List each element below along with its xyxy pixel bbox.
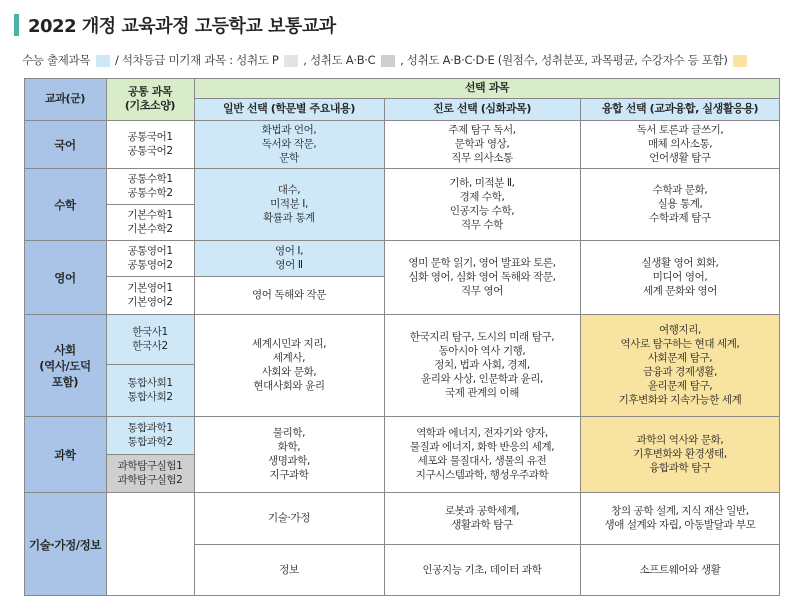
science-general: 물리학, 화학, 생명과학, 지구과학 — [194, 416, 384, 492]
grid-line — [24, 168, 780, 169]
grid-line — [106, 78, 107, 596]
subject-korean: 국어 — [24, 120, 106, 168]
tech-common-empty — [106, 492, 194, 596]
tech-career-1: 로봇과 공학세계, 생활과학 탐구 — [384, 492, 580, 544]
social-common-1: 한국사1 한국사2 — [106, 314, 194, 364]
header-subject-group: 교과(군) — [24, 78, 106, 120]
grid-line — [24, 595, 780, 596]
curriculum-table — [24, 78, 780, 596]
subject-tech-home-info: 기술·가정/정보 — [24, 492, 106, 596]
header-common-line1: 공통 과목 — [127, 85, 173, 98]
legend-suneung-swatch — [96, 55, 110, 67]
header-common-line2: (기초소양) — [124, 99, 176, 112]
page-title: 2022 개정 교육과정 고등학교 보통교과 — [28, 16, 336, 37]
english-general-1: 영어 Ⅰ, 영어 Ⅱ — [194, 240, 384, 276]
grid-line — [580, 98, 581, 596]
grid-line — [24, 492, 780, 493]
tech-general-1: 기술·가정 — [194, 492, 384, 544]
grid-line — [779, 78, 780, 596]
grid-line — [24, 78, 25, 596]
science-common-1: 통합과학1 통합과학2 — [106, 416, 194, 454]
header-general: 일반 선택 (학문별 주요내용) — [194, 98, 384, 120]
science-career: 역학과 에너지, 전자기와 양자, 물질과 에너지, 화학 반응의 세계, 세포와 물질대사, 생물의 유전 지구시스템과학, 행성우주과학 — [384, 416, 580, 492]
legend-abcde-swatch — [733, 55, 747, 67]
grid-line — [194, 78, 195, 596]
legend-p-swatch — [284, 55, 298, 67]
header-fusion: 융합 선택 (교과융합, 실생활응용) — [580, 98, 780, 120]
legend-abc-swatch — [381, 55, 395, 67]
subject-social: 사회 (역사/도덕 포함) — [24, 314, 106, 416]
grid-line — [106, 454, 194, 455]
math-general: 대수, 미적분 Ⅰ, 확률과 통계 — [194, 168, 384, 240]
english-common-2: 기본영어1 기본영어2 — [106, 276, 194, 314]
tech-career-2: 인공지능 기초, 데이터 과학 — [384, 544, 580, 596]
grid-line — [194, 544, 780, 545]
grid-line — [24, 314, 780, 315]
legend-abcde-label: , 성취도 A·B·C·D·E (원점수, 성취분포, 과목평균, 수강자수 등 포함) — [400, 53, 728, 67]
science-fusion: 과학의 역사와 문화, 기후변화와 환경생태, 융합과학 탐구 — [580, 416, 780, 492]
title-accent-bar — [14, 14, 19, 36]
tech-fusion-2: 소프트웨어와 생활 — [580, 544, 780, 596]
grid-line — [106, 276, 384, 277]
grid-line — [106, 204, 194, 205]
grid-line — [194, 98, 780, 99]
subject-english: 영어 — [24, 240, 106, 314]
math-career: 기하, 미적분 Ⅱ, 경제 수학, 인공지능 수학, 직무 수학 — [384, 168, 580, 240]
korean-fusion: 독서 토론과 글쓰기, 매체 의사소통, 언어생활 탐구 — [580, 120, 780, 168]
grid-line — [24, 78, 780, 79]
english-common-1: 공통영어1 공통영어2 — [106, 240, 194, 276]
legend — [22, 52, 749, 68]
grid-line — [384, 98, 385, 596]
korean-career: 주제 탐구 독서, 문학과 영상, 직무 의사소통 — [384, 120, 580, 168]
grid-line — [24, 416, 780, 417]
header-elective: 선택 과목 — [194, 78, 780, 98]
header-common — [106, 78, 194, 120]
social-general: 세계시민과 지리, 세계사, 사회와 문화, 현대사회와 윤리 — [194, 314, 384, 416]
tech-general-2: 정보 — [194, 544, 384, 596]
korean-common: 공통국어1 공통국어2 — [106, 120, 194, 168]
korean-general: 화법과 언어, 독서와 작문, 문학 — [194, 120, 384, 168]
legend-p-label: / 석차등급 미기재 과목 : 성취도 P — [114, 53, 279, 67]
math-fusion: 수학과 문화, 실용 통계, 수학과제 탐구 — [580, 168, 780, 240]
subject-math: 수학 — [24, 168, 106, 240]
legend-suneung-label: 수능 출제과목 — [22, 53, 91, 67]
science-common-2: 과학탐구실험1 과학탐구실험2 — [106, 454, 194, 492]
subject-science: 과학 — [24, 416, 106, 492]
social-career: 한국지리 탐구, 도시의 미래 탐구, 동아시아 역사 기행, 정치, 법과 사회, 경제, 윤리와 사상, 인문학과 윤리, 국제 관계의 이해 — [384, 314, 580, 416]
header-career: 진로 선택 (심화과목) — [384, 98, 580, 120]
math-common-1: 공통수학1 공통수학2 — [106, 168, 194, 204]
grid-line — [24, 120, 780, 121]
english-general-2: 영어 독해와 작문 — [194, 276, 384, 314]
math-common-2: 기본수학1 기본수학2 — [106, 204, 194, 240]
social-common-2: 통합사회1 통합사회2 — [106, 364, 194, 416]
tech-fusion-1: 창의 공학 설계, 지식 재산 일반, 생애 설계와 자립, 아동발달과 부모 — [580, 492, 780, 544]
social-fusion: 여행지리, 역사로 탐구하는 현대 세계, 사회문제 탐구, 금융과 경제생활, 윤리문제 탐구, 기후변화와 지속가능한 세계 — [580, 314, 780, 416]
grid-line — [24, 240, 780, 241]
english-fusion: 실생활 영어 회화, 미디어 영어, 세계 문화와 영어 — [580, 240, 780, 314]
english-career: 영미 문학 읽기, 영어 발표와 토론, 심화 영어, 심화 영어 독해와 작문, 직무 영어 — [384, 240, 580, 314]
legend-abc-label: , 성취도 A·B·C — [303, 53, 376, 67]
grid-line — [106, 364, 194, 365]
